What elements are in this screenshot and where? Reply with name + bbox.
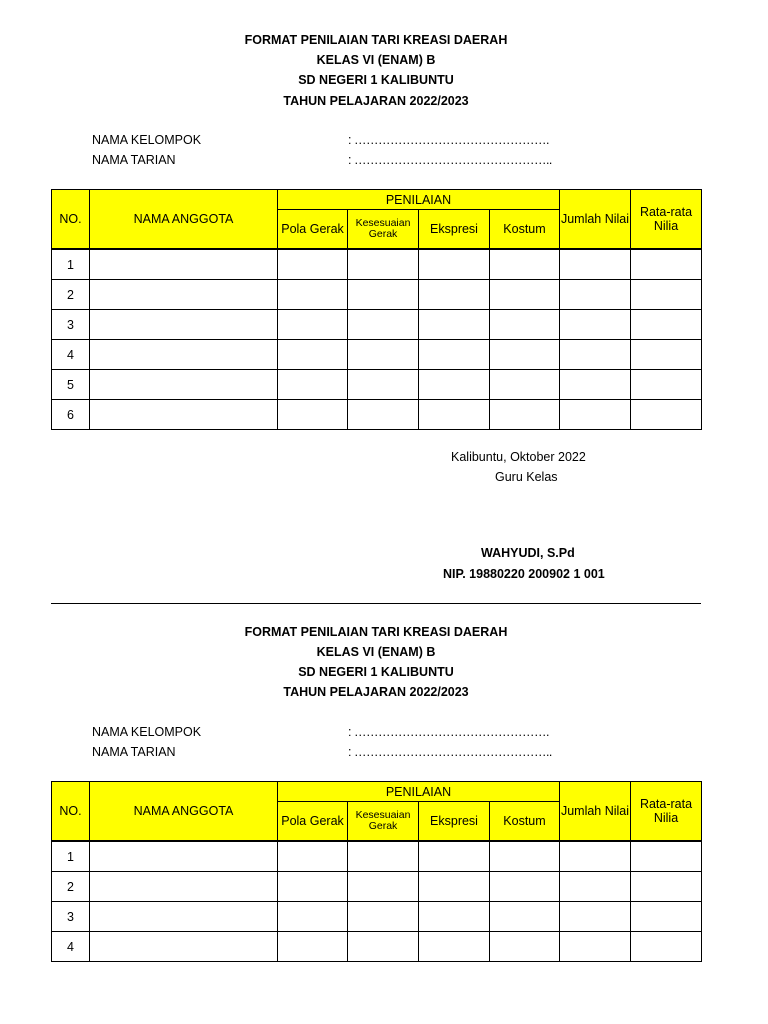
col-no-header: NO. [52, 190, 90, 250]
col-no-header: NO. [52, 782, 90, 842]
ekspresi-cell[interactable] [419, 340, 490, 370]
nama-cell[interactable] [90, 902, 278, 932]
kostum-cell[interactable] [490, 872, 560, 902]
kostum-cell[interactable] [490, 370, 560, 400]
kostum-cell[interactable] [490, 249, 560, 280]
kostum-cell[interactable] [490, 310, 560, 340]
table-row [52, 370, 702, 400]
kesesuaian-cell[interactable] [348, 280, 419, 310]
nama-cell[interactable] [90, 310, 278, 340]
nama-cell[interactable] [90, 841, 278, 872]
kelompok-field: : …………………………………………. [348, 133, 549, 147]
col-nama-header: NAMA ANGGOTA [90, 782, 278, 842]
pola-cell[interactable] [278, 902, 348, 932]
kostum-cell[interactable] [490, 400, 560, 430]
year-line: TAHUN PELAJARAN 2022/2023 [283, 685, 469, 699]
kostum-cell[interactable] [490, 932, 560, 962]
col-rata-header: Rata-rata Nilia [631, 782, 702, 842]
jumlah-cell[interactable] [560, 872, 631, 902]
jumlah-cell[interactable] [560, 249, 631, 280]
tarian-field: : ………………………………………….. [348, 153, 552, 167]
rata-cell[interactable] [631, 400, 702, 430]
rata-cell[interactable] [631, 310, 702, 340]
pola-cell[interactable] [278, 841, 348, 872]
school-line: SD NEGERI 1 KALIBUNTU [298, 73, 454, 87]
kesesuaian-cell[interactable] [348, 841, 419, 872]
col-nama-header: NAMA ANGGOTA [90, 190, 278, 250]
row-number: 3 [52, 310, 90, 340]
table-row [52, 400, 702, 430]
table-row [52, 932, 702, 962]
kostum-cell[interactable] [490, 841, 560, 872]
pola-cell[interactable] [278, 249, 348, 280]
class-line: KELAS VI (ENAM) B [316, 645, 436, 659]
form-title: FORMAT PENILAIAN TARI KREASI DAERAH [244, 33, 508, 47]
jumlah-cell[interactable] [560, 841, 631, 872]
pola-cell[interactable] [278, 310, 348, 340]
kesesuaian-cell[interactable] [348, 932, 419, 962]
rata-cell[interactable] [631, 902, 702, 932]
nama-cell[interactable] [90, 249, 278, 280]
row-number: 1 [52, 249, 90, 280]
rata-cell[interactable] [631, 249, 702, 280]
nama-cell[interactable] [90, 370, 278, 400]
kostum-cell[interactable] [490, 902, 560, 932]
kesesuaian-cell[interactable] [348, 400, 419, 430]
ekspresi-cell[interactable] [419, 310, 490, 340]
table-row [52, 340, 702, 370]
row-number: 2 [52, 280, 90, 310]
tarian-label: NAMA TARIAN [92, 745, 176, 759]
row-number: 4 [52, 340, 90, 370]
pola-cell[interactable] [278, 280, 348, 310]
table-row [52, 280, 702, 310]
ekspresi-cell[interactable] [419, 280, 490, 310]
ekspresi-cell[interactable] [419, 249, 490, 280]
table-row [52, 872, 702, 902]
class-line: KELAS VI (ENAM) B [316, 53, 436, 67]
jumlah-cell[interactable] [560, 370, 631, 400]
col-kesesuaian-header: Kesesuaian Gerak [348, 802, 419, 842]
col-penilaian-header: PENILAIAN [278, 782, 560, 802]
kostum-cell[interactable] [490, 340, 560, 370]
rata-cell[interactable] [631, 340, 702, 370]
table-row [52, 841, 702, 872]
rata-cell[interactable] [631, 841, 702, 872]
tarian-label: NAMA TARIAN [92, 153, 176, 167]
col-pola-header: Pola Gerak [278, 210, 348, 250]
col-rata-header: Rata-rata Nilia [631, 190, 702, 250]
rata-cell[interactable] [631, 872, 702, 902]
row-number: 4 [52, 932, 90, 962]
kelompok-label: NAMA KELOMPOK [92, 133, 202, 147]
col-kostum-header: Kostum [490, 802, 560, 842]
ekspresi-cell[interactable] [419, 932, 490, 962]
pola-cell[interactable] [278, 932, 348, 962]
rata-cell[interactable] [631, 280, 702, 310]
grading-table [51, 189, 702, 430]
form-title: FORMAT PENILAIAN TARI KREASI DAERAH [244, 625, 508, 639]
pola-cell[interactable] [278, 872, 348, 902]
jumlah-cell[interactable] [560, 280, 631, 310]
signer-name: WAHYUDI, S.Pd [481, 546, 575, 560]
kostum-cell[interactable] [490, 280, 560, 310]
col-jumlah-header: Jumlah Nilai [560, 190, 631, 250]
col-kostum-header: Kostum [490, 210, 560, 250]
jumlah-cell[interactable] [560, 340, 631, 370]
rata-cell[interactable] [631, 932, 702, 962]
signer-nip: NIP. 19880220 200902 1 001 [443, 567, 605, 581]
col-jumlah-header: Jumlah Nilai [560, 782, 631, 842]
row-number: 5 [52, 370, 90, 400]
rata-cell[interactable] [631, 370, 702, 400]
col-ekspresi-header: Ekspresi [419, 210, 490, 250]
col-ekspresi-header: Ekspresi [419, 802, 490, 842]
nama-cell[interactable] [90, 872, 278, 902]
col-penilaian-header: PENILAIAN [278, 190, 560, 210]
table-row [52, 902, 702, 932]
row-number: 6 [52, 400, 90, 430]
ekspresi-cell[interactable] [419, 841, 490, 872]
ekspresi-cell[interactable] [419, 400, 490, 430]
kesesuaian-cell[interactable] [348, 310, 419, 340]
nama-cell[interactable] [90, 280, 278, 310]
school-line: SD NEGERI 1 KALIBUNTU [298, 665, 454, 679]
pola-cell[interactable] [278, 370, 348, 400]
pola-cell[interactable] [278, 400, 348, 430]
kesesuaian-cell[interactable] [348, 902, 419, 932]
grading-table [51, 781, 702, 962]
kesesuaian-cell[interactable] [348, 872, 419, 902]
kesesuaian-cell[interactable] [348, 249, 419, 280]
row-number: 2 [52, 872, 90, 902]
jumlah-cell[interactable] [560, 310, 631, 340]
col-pola-header: Pola Gerak [278, 802, 348, 842]
jumlah-cell[interactable] [560, 902, 631, 932]
nama-cell[interactable] [90, 932, 278, 962]
kelompok-label: NAMA KELOMPOK [92, 725, 202, 739]
table-row [52, 310, 702, 340]
kesesuaian-cell[interactable] [348, 370, 419, 400]
ekspresi-cell[interactable] [419, 370, 490, 400]
place-date: Kalibuntu, Oktober 2022 [451, 450, 586, 464]
ekspresi-cell[interactable] [419, 902, 490, 932]
pola-cell[interactable] [278, 340, 348, 370]
tarian-field: : ………………………………………….. [348, 745, 552, 759]
nama-cell[interactable] [90, 340, 278, 370]
jumlah-cell[interactable] [560, 932, 631, 962]
year-line: TAHUN PELAJARAN 2022/2023 [283, 94, 469, 108]
kelompok-field: : …………………………………………. [348, 725, 549, 739]
row-number: 1 [52, 841, 90, 872]
jumlah-cell[interactable] [560, 400, 631, 430]
ekspresi-cell[interactable] [419, 872, 490, 902]
signer-role: Guru Kelas [495, 470, 558, 484]
col-kesesuaian-header: Kesesuaian Gerak [348, 210, 419, 250]
row-number: 3 [52, 902, 90, 932]
nama-cell[interactable] [90, 400, 278, 430]
table-row [52, 249, 702, 280]
kesesuaian-cell[interactable] [348, 340, 419, 370]
section-divider [51, 603, 701, 604]
